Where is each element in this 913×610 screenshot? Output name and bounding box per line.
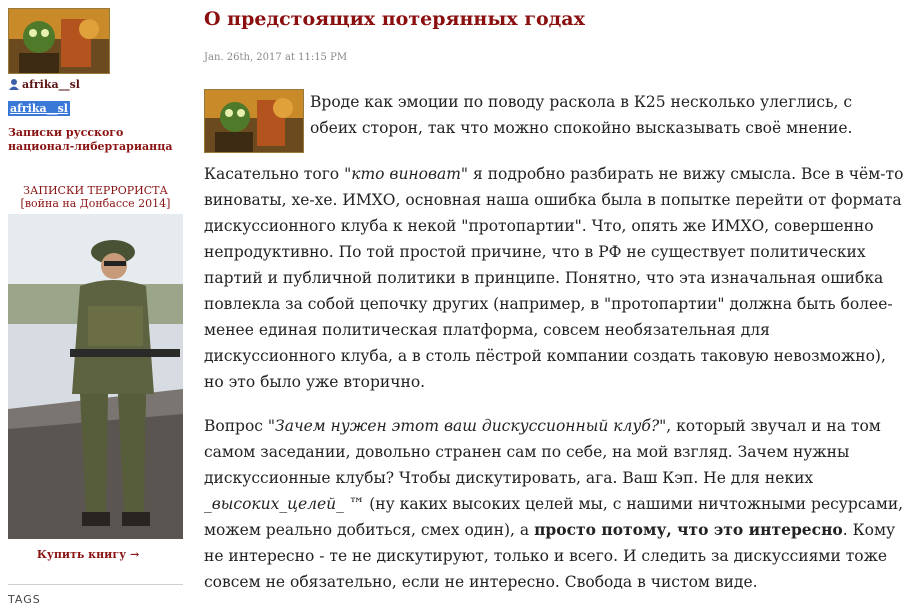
tags-divider [8,584,183,585]
username[interactable]: afrika__sl [22,78,80,91]
user-avatar[interactable] [8,8,110,74]
p2-text-c: ™ (ну каких высоких целей мы, с нашими ничтожными ресурсами, можем реально добиться, смех один), а [204,495,904,539]
p2-text-b: , который звучал и на том самом заседании, довольно странен сам по себе, на мой взгляд. Зачем нужны дискуссионные клубы? Чтобы дискутировать, ага. Ваш Кэп. Не для неких [204,417,881,487]
book-promo-photo[interactable] [8,214,183,539]
p2-text-a: Вопрос [204,417,268,435]
sidebar [0,0,190,610]
book-title[interactable]: ЗАПИСКИ ТЕРРОРИСТА [23,184,168,197]
p2-quote: "Зачем нужен этот ваш дискуссионный клуб?" [267,417,667,435]
p2-text-d: . Кому не интересно - те не дискутируют, только и всего. И следить за дискуссиями тоже совсем не обязательно, если не интересно. Свобода в чистом виде. [204,521,896,591]
p2-italic-phrase: _высоких_целей_ [204,495,344,513]
tags-heading: TAGS [8,593,41,606]
post-intro: Вроде как эмоции по поводу раскола в К25 несколько улеглись, с обеих сторон, так что можно спокойно высказывать своё мнение. [310,93,853,137]
username-selected[interactable]: afrika__sl [10,102,68,115]
p1-text-a: Касательно того [204,165,345,183]
p1-quote: "кто виноват" [344,165,469,183]
book-promo-title[interactable] [8,184,183,210]
post-userpic [204,89,304,153]
p2-bold-phrase: просто потому, что это интересно [534,520,843,539]
post-paragraph-2 [204,413,904,595]
post-title[interactable]: О предстоящих потерянных годах [204,8,585,30]
buy-book-link[interactable]: Купить книгу → [36,548,140,561]
post-paragraph-1 [204,161,904,395]
blog-description: Записки русского национал-либертарианца [8,126,173,153]
user-icon [8,78,20,91]
book-subtitle[interactable]: [война на Донбассе 2014] [20,197,171,210]
user-link[interactable] [8,78,80,91]
post-date: Jan. 26th, 2017 at 11:15 PM [204,52,348,63]
p1-text-b: я подробно разбирать не вижу смысла. Все в чём-то виноваты, хе-хе. ИМХО, основная наша ошибка была в попытке перейти от формата дискуссионного клуба к некой "протопартии". Что, опять же ИМХО, совершенно непродуктивно. По той простой причине, что в РФ не существует политических партий и публичной политики в принципе. Понятно, что эта изначальная ошибка повлекла за собой цепочку других (например, в "протопартии" должна быть более-менее единая политическая платформа, совсем необязательная для дискуссионного клуба, а в столь пёстрой компании создать таковую невозможно), но это было уже вторично. [204,165,904,391]
